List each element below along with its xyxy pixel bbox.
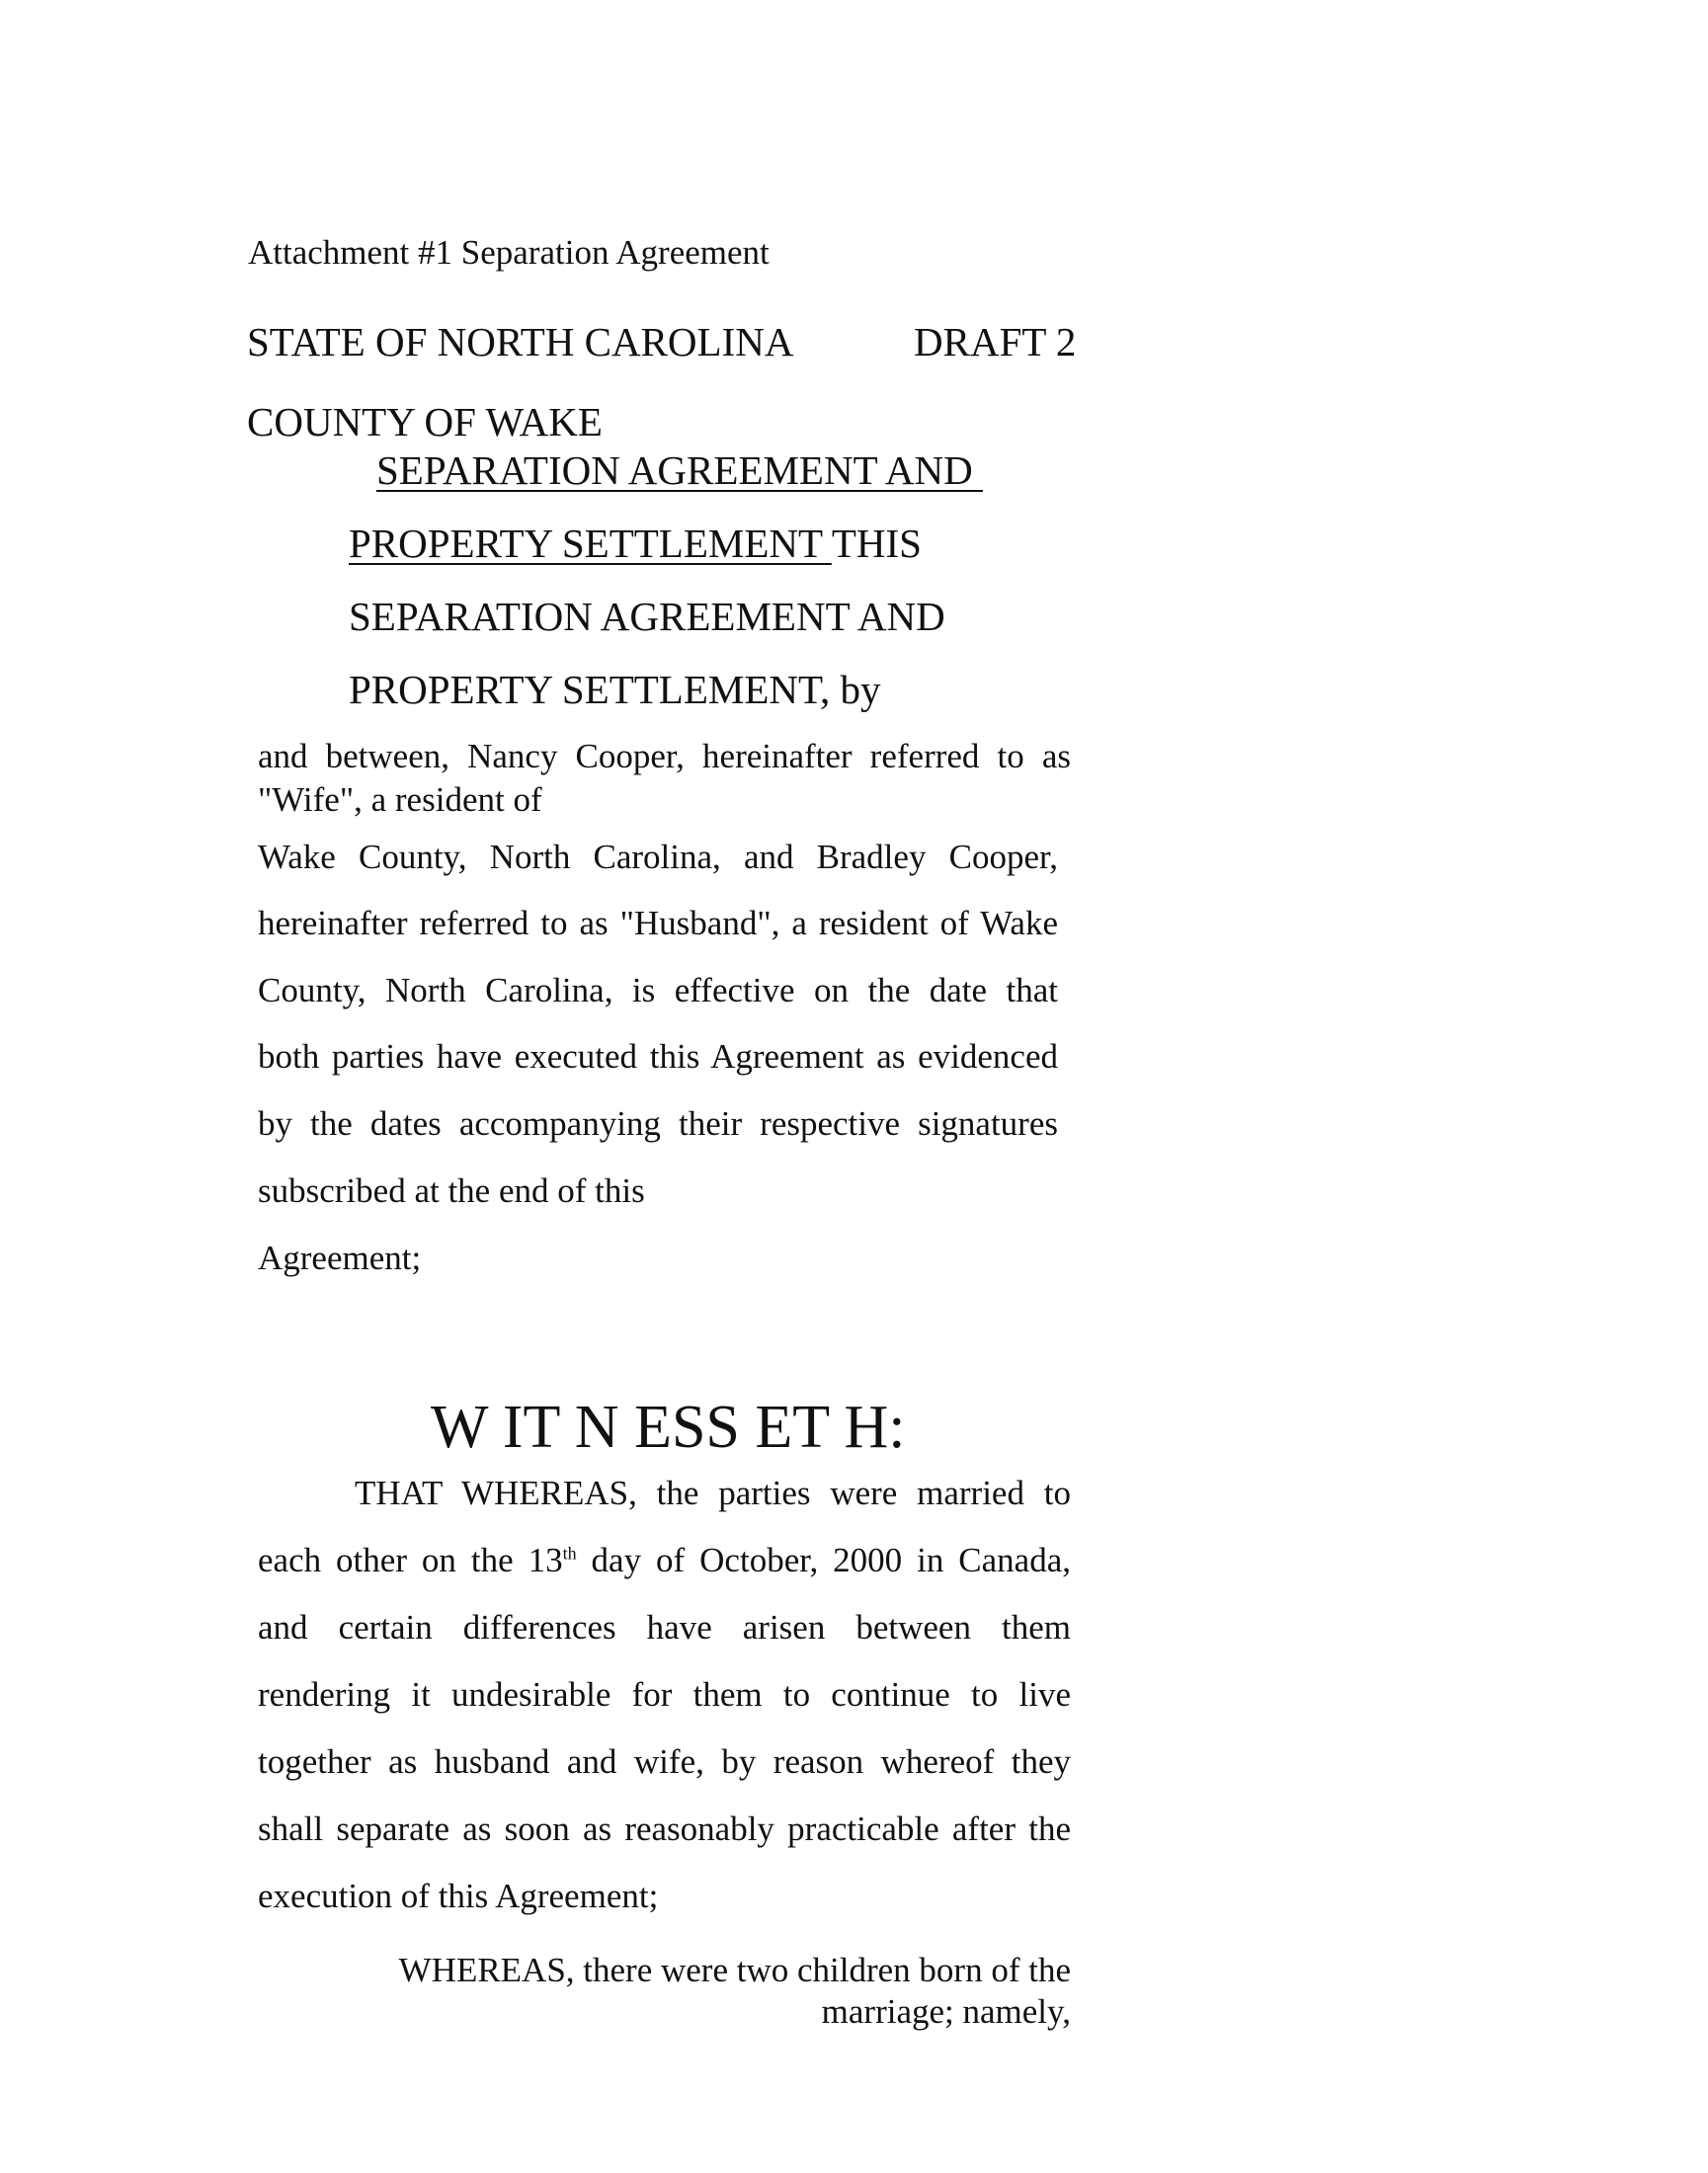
whereas1-line-2-after: day of October, 2000 in Canada, (576, 1541, 1072, 1579)
title-line-3: SEPARATION AGREEMENT AND (349, 594, 945, 639)
intro-line-1: and between, Nancy Cooper, hereinafter referred to as (258, 737, 1071, 775)
intro-line-4: hereinafter referred to as "Husband", a resident of Wake (258, 904, 1058, 942)
intro-line-5: County, North Carolina, is effective on the date that (258, 971, 1058, 1009)
witnesseth-heading: W IT N ESS ET H: (431, 1394, 906, 1461)
whereas1-line-5: together as husband and wife, by reason whereof they (258, 1742, 1071, 1781)
intro-line-6: both parties have executed this Agreement as evidenced (258, 1037, 1058, 1076)
draft-label: DRAFT 2 (914, 319, 1077, 364)
title-line-1: SEPARATION AGREEMENT AND (376, 447, 983, 493)
title-line-2-rest: THIS (831, 521, 922, 566)
intro-line-9: Agreement; (258, 1239, 422, 1277)
intro-line-2: "Wife", a resident of (258, 780, 542, 819)
county-heading: COUNTY OF WAKE (247, 399, 603, 444)
whereas1-line-6: shall separate as soon as reasonably practicable after the (258, 1810, 1071, 1848)
ordinal-suffix: th (562, 1543, 577, 1564)
state-heading: STATE OF NORTH CAROLINA (247, 319, 794, 364)
attachment-label: Attachment #1 Separation Agreement (248, 233, 770, 272)
whereas1-line-2 (258, 1541, 1071, 1580)
title-line-4: PROPERTY SETTLEMENT, by (349, 667, 881, 712)
whereas2-line-1: WHEREAS, there were two children born of the (398, 1951, 1071, 1989)
whereas2-line-2: marriage; namely, (821, 1992, 1071, 2031)
whereas1-line-3: and certain differences have arisen between them (258, 1608, 1071, 1647)
title-line-2 (349, 520, 922, 567)
intro-line-7: by the dates accompanying their respective signatures (258, 1104, 1058, 1143)
title-line-2-underlined: PROPERTY SETTLEMENT (349, 521, 832, 566)
whereas1-line-1: THAT WHEREAS, the parties were married to (355, 1474, 1071, 1512)
whereas1-line-4: rendering it undesirable for them to continue to live (258, 1675, 1071, 1714)
whereas1-line-2-before: each other on the 13 (258, 1541, 563, 1579)
intro-line-3: Wake County, North Carolina, and Bradley Cooper, (258, 838, 1058, 876)
intro-line-8: subscribed at the end of this (258, 1171, 645, 1210)
whereas1-line-7: execution of this Agreement; (258, 1877, 659, 1915)
